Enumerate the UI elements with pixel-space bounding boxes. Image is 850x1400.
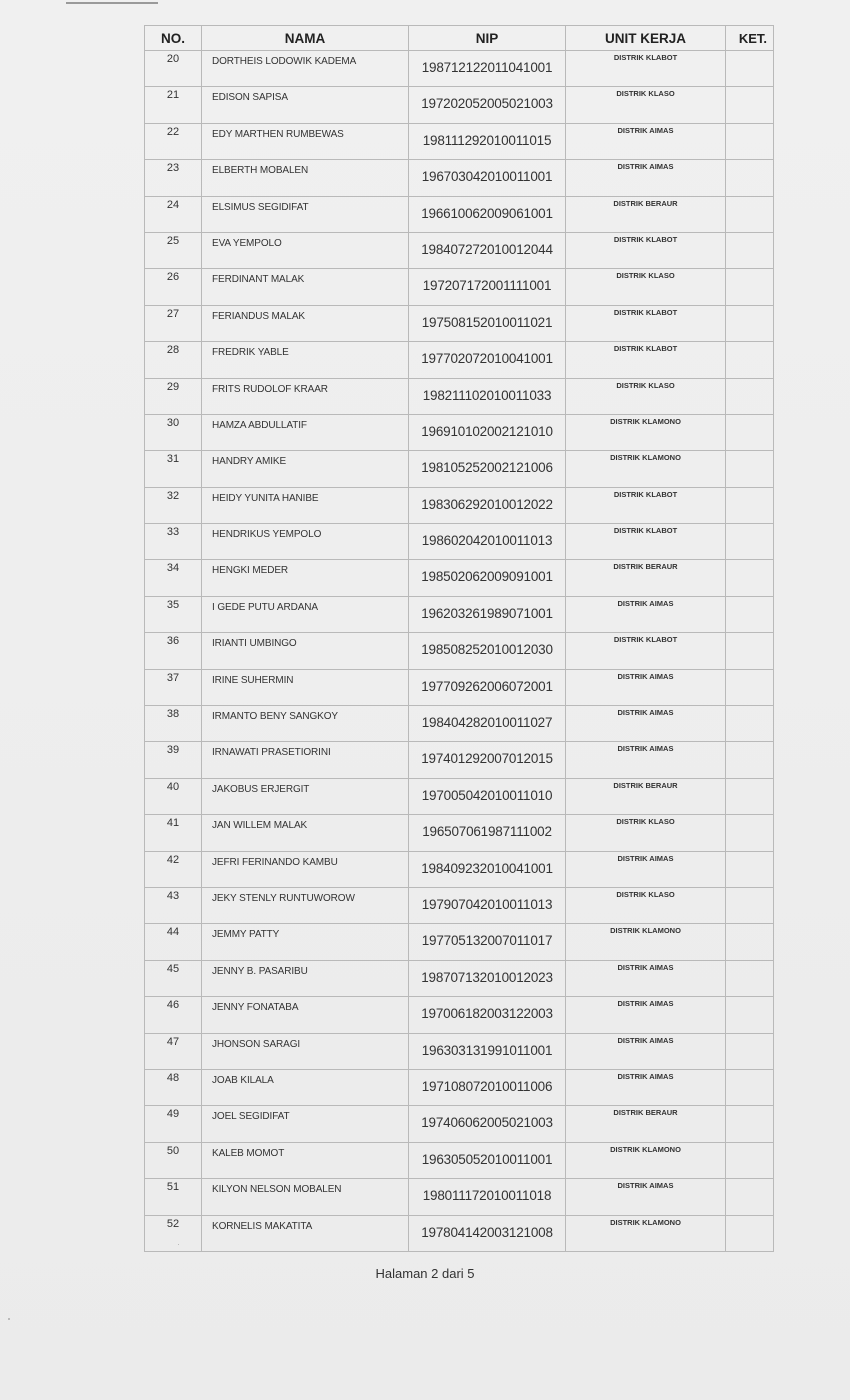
employee-name: JOAB KILALA xyxy=(202,1069,409,1105)
unit-kerja: DISTRIK KLABOT xyxy=(566,232,726,268)
employee-name: IRNAWATI PRASETIORINI xyxy=(202,742,409,778)
employee-name: JOEL SEGIDIFAT xyxy=(202,1106,409,1142)
unit-kerja: DISTRIK AIMAS xyxy=(566,706,726,742)
employee-name: FRITS RUDOLOF KRAAR xyxy=(202,378,409,414)
employee-nip: 197401292007012015 xyxy=(409,742,566,778)
employee-nip: 198602042010011013 xyxy=(409,524,566,560)
table-row xyxy=(145,778,774,814)
row-number: 27 xyxy=(145,305,202,341)
row-number: 22 xyxy=(145,123,202,159)
keterangan xyxy=(726,160,774,196)
employee-nip: 197705132007011017 xyxy=(409,924,566,960)
employee-name: FERIANDUS MALAK xyxy=(202,305,409,341)
unit-kerja: DISTRIK KLABOT xyxy=(566,51,726,87)
unit-kerja: DISTRIK BERAUR xyxy=(566,778,726,814)
scan-speck xyxy=(178,1244,179,1245)
employee-nip: 196910102002121010 xyxy=(409,414,566,450)
employee-nip: 198211102010011033 xyxy=(409,378,566,414)
row-number: 31 xyxy=(145,451,202,487)
employee-nip: 197108072010011006 xyxy=(409,1069,566,1105)
employee-nip: 198508252010012030 xyxy=(409,633,566,669)
unit-kerja: DISTRIK KLASO xyxy=(566,87,726,123)
employee-name: EDISON SAPISA xyxy=(202,87,409,123)
table-row xyxy=(145,1106,774,1142)
table-row xyxy=(145,851,774,887)
keterangan xyxy=(726,1033,774,1069)
table-row xyxy=(145,378,774,414)
employee-name: I GEDE PUTU ARDANA xyxy=(202,596,409,632)
row-number: 51 xyxy=(145,1179,202,1215)
employee-name: JEKY STENLY RUNTUWOROW xyxy=(202,887,409,923)
row-number: 21 xyxy=(145,87,202,123)
employee-name: JENNY B. PASARIBU xyxy=(202,960,409,996)
unit-kerja: DISTRIK AIMAS xyxy=(566,997,726,1033)
row-number: 50 xyxy=(145,1142,202,1178)
employee-name: HENDRIKUS YEMPOLO xyxy=(202,524,409,560)
row-number: 48 xyxy=(145,1069,202,1105)
table-row xyxy=(145,51,774,87)
keterangan xyxy=(726,87,774,123)
row-number: 34 xyxy=(145,560,202,596)
unit-kerja: DISTRIK KLASO xyxy=(566,269,726,305)
row-number: 20 xyxy=(145,51,202,87)
employee-nip: 198105252002121006 xyxy=(409,451,566,487)
table-row xyxy=(145,633,774,669)
employee-nip: 197202052005021003 xyxy=(409,87,566,123)
table-row xyxy=(145,232,774,268)
row-number: 32 xyxy=(145,487,202,523)
keterangan xyxy=(726,123,774,159)
header-nip: NIP xyxy=(409,26,566,51)
employee-nip: 198707132010012023 xyxy=(409,960,566,996)
unit-kerja: DISTRIK KLABOT xyxy=(566,487,726,523)
employee-nip: 196703042010011001 xyxy=(409,160,566,196)
keterangan xyxy=(726,851,774,887)
table-row xyxy=(145,706,774,742)
unit-kerja: DISTRIK AIMAS xyxy=(566,596,726,632)
unit-kerja: DISTRIK KLASO xyxy=(566,378,726,414)
employee-name: IRIANTI UMBINGO xyxy=(202,633,409,669)
keterangan xyxy=(726,887,774,923)
keterangan xyxy=(726,633,774,669)
table-row xyxy=(145,451,774,487)
employee-name: FREDRIK YABLE xyxy=(202,342,409,378)
table-row xyxy=(145,414,774,450)
row-number: 29 xyxy=(145,378,202,414)
row-number: 26 xyxy=(145,269,202,305)
page-number: Halaman 2 dari 5 xyxy=(375,1266,475,1281)
employee-name: JEMMY PATTY xyxy=(202,924,409,960)
row-number: 52 xyxy=(145,1215,202,1251)
header-rule xyxy=(66,2,158,4)
keterangan xyxy=(726,414,774,450)
table-row xyxy=(145,669,774,705)
unit-kerja: DISTRIK BERAUR xyxy=(566,1106,726,1142)
employee-nip: 198404282010011027 xyxy=(409,706,566,742)
keterangan xyxy=(726,1106,774,1142)
keterangan xyxy=(726,305,774,341)
row-number: 38 xyxy=(145,706,202,742)
employee-name: HANDRY AMIKE xyxy=(202,451,409,487)
table-header-row xyxy=(145,26,774,51)
keterangan xyxy=(726,596,774,632)
employee-nip: 197406062005021003 xyxy=(409,1106,566,1142)
unit-kerja: DISTRIK KLAMONO xyxy=(566,1215,726,1251)
table-row xyxy=(145,1142,774,1178)
employee-nip: 198502062009091001 xyxy=(409,560,566,596)
unit-kerja: DISTRIK KLABOT xyxy=(566,342,726,378)
employee-name: ELSIMUS SEGIDIFAT xyxy=(202,196,409,232)
row-number: 23 xyxy=(145,160,202,196)
row-number: 40 xyxy=(145,778,202,814)
employee-name: JENNY FONATABA xyxy=(202,997,409,1033)
employee-nip: 197907042010011013 xyxy=(409,887,566,923)
employee-nip: 198407272010012044 xyxy=(409,232,566,268)
table-row xyxy=(145,487,774,523)
unit-kerja: DISTRIK AIMAS xyxy=(566,123,726,159)
keterangan xyxy=(726,51,774,87)
employee-nip: 198712122011041001 xyxy=(409,51,566,87)
header-nama: NAMA xyxy=(202,26,409,51)
keterangan xyxy=(726,960,774,996)
employee-name: HAMZA ABDULLATIF xyxy=(202,414,409,450)
employee-nip: 197702072010041001 xyxy=(409,342,566,378)
unit-kerja: DISTRIK KLAMONO xyxy=(566,924,726,960)
employee-name: IRINE SUHERMIN xyxy=(202,669,409,705)
table-row xyxy=(145,887,774,923)
unit-kerja: DISTRIK KLABOT xyxy=(566,633,726,669)
unit-kerja: DISTRIK KLASO xyxy=(566,815,726,851)
unit-kerja: DISTRIK AIMAS xyxy=(566,1033,726,1069)
table-row xyxy=(145,924,774,960)
employee-nip: 198111292010011015 xyxy=(409,123,566,159)
table-row xyxy=(145,269,774,305)
employee-name: ELBERTH MOBALEN xyxy=(202,160,409,196)
unit-kerja: DISTRIK AIMAS xyxy=(566,742,726,778)
keterangan xyxy=(726,742,774,778)
table-row xyxy=(145,1033,774,1069)
employee-name: JAKOBUS ERJERGIT xyxy=(202,778,409,814)
table-row xyxy=(145,997,774,1033)
row-number: 45 xyxy=(145,960,202,996)
unit-kerja: DISTRIK KLABOT xyxy=(566,524,726,560)
table-row xyxy=(145,196,774,232)
table-row xyxy=(145,305,774,341)
table-body xyxy=(145,51,774,1252)
keterangan xyxy=(726,815,774,851)
row-number: 37 xyxy=(145,669,202,705)
row-number: 33 xyxy=(145,524,202,560)
unit-kerja: DISTRIK AIMAS xyxy=(566,851,726,887)
unit-kerja: DISTRIK KLAMONO xyxy=(566,414,726,450)
unit-kerja: DISTRIK AIMAS xyxy=(566,1069,726,1105)
table-row xyxy=(145,1215,774,1251)
unit-kerja: DISTRIK KLABOT xyxy=(566,305,726,341)
employee-name: HENGKI MEDER xyxy=(202,560,409,596)
table-row xyxy=(145,960,774,996)
employee-name: EDY MARTHEN RUMBEWAS xyxy=(202,123,409,159)
keterangan xyxy=(726,232,774,268)
employee-name: JAN WILLEM MALAK xyxy=(202,815,409,851)
keterangan xyxy=(726,997,774,1033)
row-number: 39 xyxy=(145,742,202,778)
header-ket: KET. xyxy=(726,26,774,51)
unit-kerja: DISTRIK BERAUR xyxy=(566,196,726,232)
header-unit-kerja: UNIT KERJA xyxy=(566,26,726,51)
unit-kerja: DISTRIK KLASO xyxy=(566,887,726,923)
employee-nip: 196203261989071001 xyxy=(409,596,566,632)
employee-nip: 197006182003122003 xyxy=(409,997,566,1033)
row-number: 49 xyxy=(145,1106,202,1142)
employee-nip: 198306292010012022 xyxy=(409,487,566,523)
keterangan xyxy=(726,342,774,378)
keterangan xyxy=(726,1179,774,1215)
employee-name: JHONSON SARAGI xyxy=(202,1033,409,1069)
keterangan xyxy=(726,269,774,305)
table-row xyxy=(145,160,774,196)
row-number: 43 xyxy=(145,887,202,923)
employee-nip: 197207172001111001 xyxy=(409,269,566,305)
table-row xyxy=(145,560,774,596)
table-row xyxy=(145,524,774,560)
unit-kerja: DISTRIK AIMAS xyxy=(566,1179,726,1215)
employee-name: FERDINANT MALAK xyxy=(202,269,409,305)
employee-name: JEFRI FERINANDO KAMBU xyxy=(202,851,409,887)
employee-nip: 196303131991011001 xyxy=(409,1033,566,1069)
table-row xyxy=(145,87,774,123)
row-number: 47 xyxy=(145,1033,202,1069)
unit-kerja: DISTRIK KLAMONO xyxy=(566,1142,726,1178)
keterangan xyxy=(726,1215,774,1251)
employee-nip: 196610062009061001 xyxy=(409,196,566,232)
keterangan xyxy=(726,1142,774,1178)
row-number: 36 xyxy=(145,633,202,669)
employee-nip: 196507061987111002 xyxy=(409,815,566,851)
keterangan xyxy=(726,378,774,414)
employee-nip: 198409232010041001 xyxy=(409,851,566,887)
unit-kerja: DISTRIK BERAUR xyxy=(566,560,726,596)
table-row xyxy=(145,1179,774,1215)
table-row xyxy=(145,1069,774,1105)
row-number: 41 xyxy=(145,815,202,851)
row-number: 44 xyxy=(145,924,202,960)
unit-kerja: DISTRIK AIMAS xyxy=(566,960,726,996)
keterangan xyxy=(726,487,774,523)
header-no: NO. xyxy=(145,26,202,51)
unit-kerja: DISTRIK AIMAS xyxy=(566,160,726,196)
keterangan xyxy=(726,451,774,487)
row-number: 35 xyxy=(145,596,202,632)
row-number: 30 xyxy=(145,414,202,450)
keterangan xyxy=(726,1069,774,1105)
keterangan xyxy=(726,560,774,596)
row-number: 28 xyxy=(145,342,202,378)
table-row xyxy=(145,815,774,851)
employee-name: KALEB MOMOT xyxy=(202,1142,409,1178)
table-row xyxy=(145,123,774,159)
table-row xyxy=(145,342,774,378)
employee-nip: 197709262006072001 xyxy=(409,669,566,705)
row-number: 25 xyxy=(145,232,202,268)
keterangan xyxy=(726,706,774,742)
row-number: 24 xyxy=(145,196,202,232)
employee-name: IRMANTO BENY SANGKOY xyxy=(202,706,409,742)
unit-kerja: DISTRIK KLAMONO xyxy=(566,451,726,487)
employee-name: HEIDY YUNITA HANIBE xyxy=(202,487,409,523)
unit-kerja: DISTRIK AIMAS xyxy=(566,669,726,705)
employee-nip: 197005042010011010 xyxy=(409,778,566,814)
scan-speck xyxy=(8,1318,10,1320)
keterangan xyxy=(726,196,774,232)
employee-nip: 196305052010011001 xyxy=(409,1142,566,1178)
keterangan xyxy=(726,924,774,960)
employee-nip: 197508152010011021 xyxy=(409,305,566,341)
row-number: 42 xyxy=(145,851,202,887)
employee-name: KORNELIS MAKATITA xyxy=(202,1215,409,1251)
employee-nip: 198011172010011018 xyxy=(409,1179,566,1215)
table-row xyxy=(145,742,774,778)
keterangan xyxy=(726,669,774,705)
employee-name: DORTHEIS LODOWIK KADEMA xyxy=(202,51,409,87)
employee-name: EVA YEMPOLO xyxy=(202,232,409,268)
employee-nip: 197804142003121008 xyxy=(409,1215,566,1251)
employee-table xyxy=(144,25,774,1252)
row-number: 46 xyxy=(145,997,202,1033)
keterangan xyxy=(726,524,774,560)
table-row xyxy=(145,596,774,632)
employee-name: KILYON NELSON MOBALEN xyxy=(202,1179,409,1215)
keterangan xyxy=(726,778,774,814)
